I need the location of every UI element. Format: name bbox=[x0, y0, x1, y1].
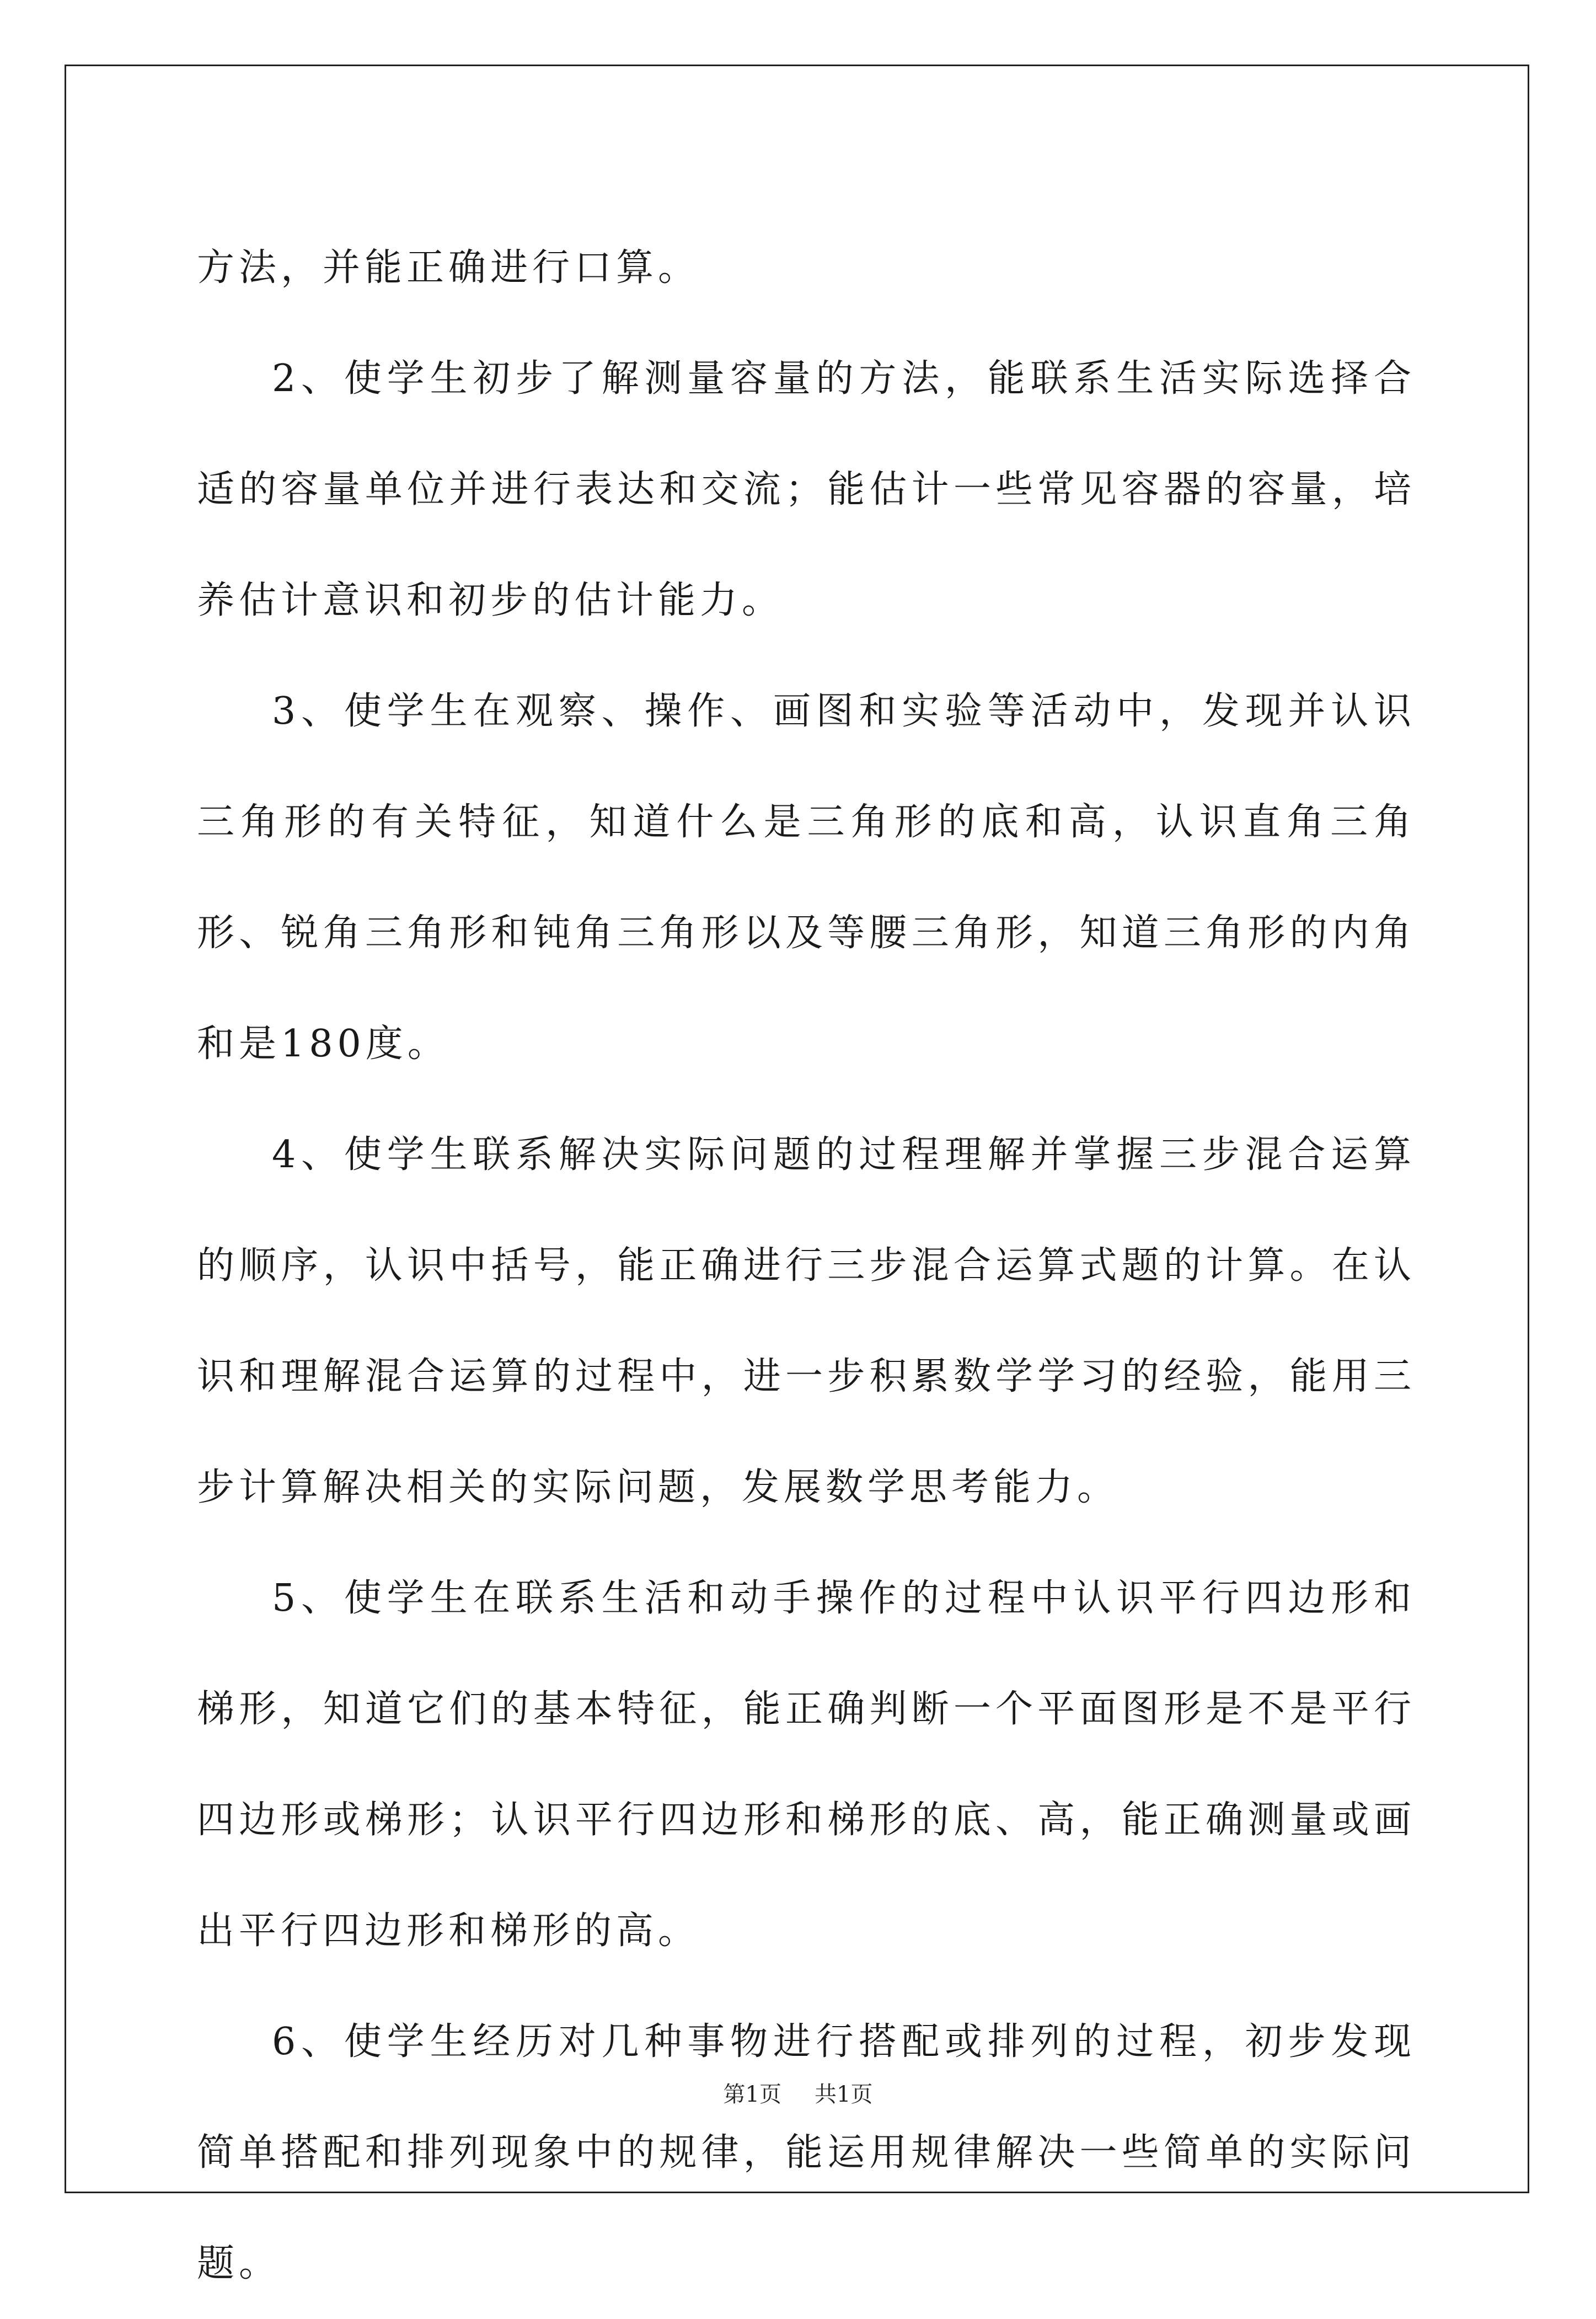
page-number: 第1页 bbox=[723, 2082, 781, 2107]
paragraph-5: 5、使学生在联系生活和动手操作的过程中认识平行四边形和梯形，知道它们的基本特征，能正确判断一个平面图形是不是平行四边形或梯形；认识平行四边形和梯形的底、高，能正确测量或画出平行四边形和梯形的高。 bbox=[197, 1577, 1416, 1953]
page-total: 共1页 bbox=[815, 2082, 873, 2107]
page-footer bbox=[0, 2077, 1596, 2108]
paragraph-1: 方法，并能正确进行口算。 bbox=[197, 246, 700, 290]
paragraph-2: 2、使学生初步了解测量容量的方法，能联系生活实际选择合适的容量单位并进行表达和交流；能估计一些常见容器的容量，培养估计意识和初步的估计能力。 bbox=[197, 357, 1416, 622]
document-body bbox=[197, 212, 1416, 2319]
paragraph-6: 6、使学生经历对几种事物进行搭配或排列的过程，初步发现简单搭配和排列现象中的规律，能运用规律解决一些简单的实际问题。 bbox=[197, 2020, 1416, 2285]
paragraph-4: 4、使学生联系解决实际问题的过程理解并掌握三步混合运算的顺序，认识中括号，能正确进行三步混合运算式题的计算。在认识和理解混合运算的过程中，进一步积累数学学习的经验，能用三步计算解决相关的实际问题，发展数学思考能力。 bbox=[197, 1133, 1416, 1509]
paragraph-3: 3、使学生在观察、操作、画图和实验等活动中，发现并认识三角形的有关特征，知道什么是三角形的底和高，认识直角三角形、锐角三角形和钝角三角形以及等腰三角形，知道三角形的内角和是180度。 bbox=[197, 690, 1416, 1066]
